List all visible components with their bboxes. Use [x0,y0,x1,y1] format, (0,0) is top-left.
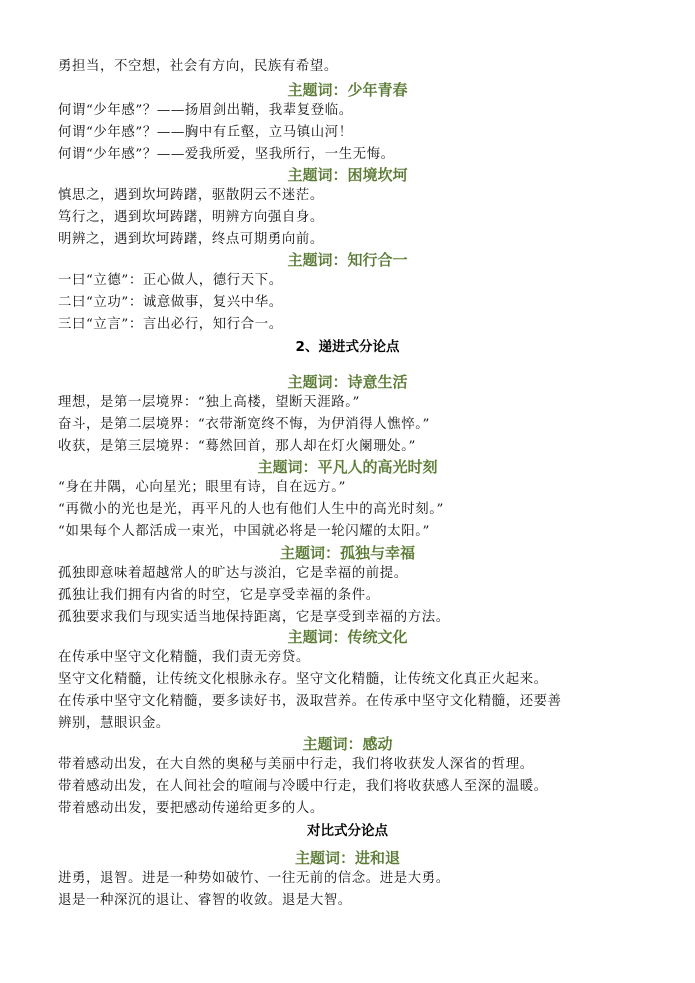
body-text-line: 明辨之，遇到坎坷踌躇，终点可期勇向前。 [58,232,324,247]
topic-heading: 主题词：传统文化 [287,628,408,646]
body-text-line: “再微小的光也是光，再平凡的人也有他们人生中的高光时刻。” [58,502,444,517]
body-text-line: “身在井隅，心向星光；眼里有诗，自在远方。” [58,480,347,495]
body-text-line: 退是一种深沉的退让、睿智的收敛。退是大智。 [58,893,352,908]
body-text-line: 孤独即意味着超越常人的旷达与淡泊，它是幸福的前提。 [58,566,408,581]
body-text-line: 一曰“立德”：正心做人，德行天下。 [58,273,283,288]
body-text-line: 收获，是第三层境界：“蓦然回首，那人却在灯火阑珊处。” [58,439,416,454]
body-text-line: 何谓“少年感”？——爱我所爱，坚我所行，一生无悔。 [58,147,395,162]
topic-heading: 主题词：诗意生活 [287,373,408,391]
section-heading: 对比式分论点 [307,823,388,839]
body-text-line: 进勇，退智。进是一种势如破竹、一往无前的信念。进是大勇。 [58,871,450,886]
body-text-line: 三曰“立言”：言出必行，知行合一。 [58,317,283,332]
topic-heading: 主题词：困境坎坷 [287,166,408,184]
topic-heading: 主题词：孤独与幸福 [279,544,415,562]
body-text-line: 带着感动出发，要把感动传递给更多的人。 [58,801,324,816]
body-text-line: 二曰“立功”：诚意做事，复兴中华。 [58,295,283,310]
body-text-line: 笃行之，遇到坎坷踌躇，明辨方向强自身。 [58,210,324,225]
body-text-line: 在传承中坚守文化精髓，要多读好书，汲取营养。在传承中坚守文化精髓，还要善 [58,694,562,709]
body-text-line: 何谓“少年感”？——扬眉剑出鞘，我辈复登临。 [58,103,353,118]
body-text-line: 慎思之，遇到坎坷踌躇，驱散阴云不迷茫。 [58,188,324,203]
body-text-line: 孤独要求我们与现实适当地保持距离，它是享受到幸福的方法。 [58,610,450,625]
topic-heading: 主题词：平凡人的高光时刻 [257,458,438,476]
body-text-line: 带着感动出发，在大自然的奥秘与美丽中行走，我们将收获发人深省的哲理。 [58,757,534,772]
body-text-line: 孤独让我们拥有内省的时空，它是享受幸福的条件。 [58,588,380,603]
body-text-line: 辨别，慧眼识金。 [58,716,170,731]
body-text-line: 奋斗，是第二层境界：“衣带渐宽终不悔，为伊消得人憔悴。” [58,417,430,432]
topic-heading: 主题词：知行合一 [287,251,408,269]
body-text-line: 带着感动出发，在人间社会的喧闹与冷暖中行走，我们将收获感人至深的温暖。 [58,779,548,794]
body-text-line: 何谓“少年感”？——胸中有丘壑，立马镇山河！ [58,125,353,140]
body-text-line: 坚守文化精髓，让传统文化根脉永存。坚守文化精髓，让传统文化真正火起来。 [58,672,548,687]
section-heading: 2、递进式分论点 [295,339,400,355]
body-text-line: 理想，是第一层境界：“独上高楼，望断天涯路。” [58,395,360,410]
body-text-line: “如果每个人都活成一束光，中国就必将是一轮闪耀的太阳。” [58,524,430,539]
topic-heading: 主题词：感动 [302,735,393,753]
topic-heading: 主题词：少年青春 [287,81,408,99]
body-text-line: 在传承中坚守文化精髓，我们责无旁贷。 [58,650,310,665]
topic-heading: 主题词：进和退 [294,849,400,867]
body-text-line: 勇担当，不空想，社会有方向，民族有希望。 [58,59,338,74]
